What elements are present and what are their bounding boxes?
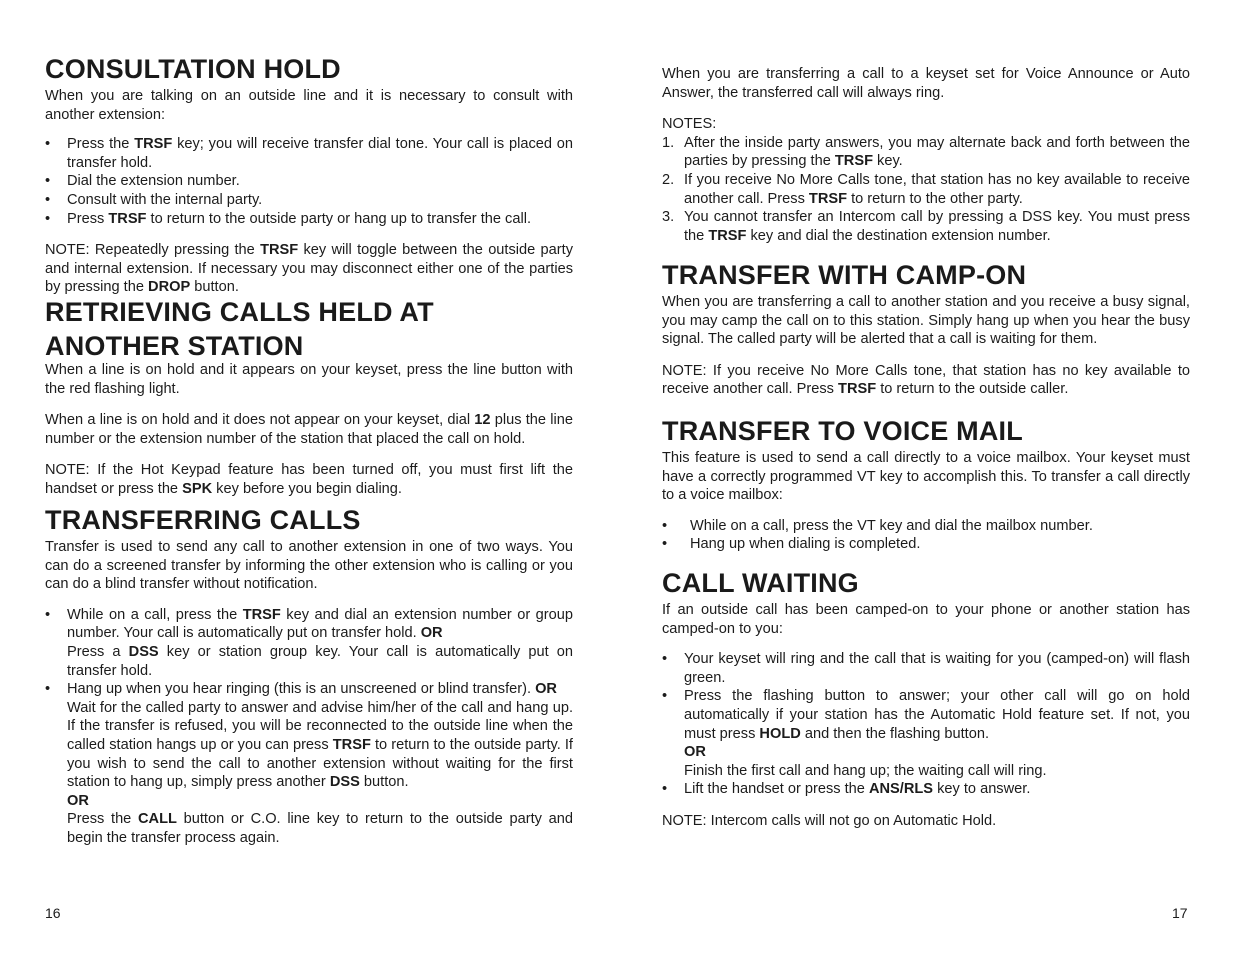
list-item: 1. After the inside party answers, you may alternate back and forth between the parties by pressing the TRSF key.	[662, 134, 1190, 170]
list-item: • Press the TRSF key; you will receive transfer dial tone. Your call is placed on transfer hold.	[45, 136, 573, 171]
list-item: • While on a call, press the VT key and dial the mailbox number.	[662, 517, 1093, 534]
list-item: • Dial the extension number.	[45, 173, 240, 190]
transfer-voice-mail-section	[662, 414, 1190, 554]
list-item: • Lift the handset or press the ANS/RLS key to answer.	[662, 781, 1031, 798]
section-heading: TRANSFER WITH CAMP-ON	[662, 260, 1027, 290]
bullet-list	[662, 650, 1190, 799]
paragraph: When you are transferring a call to a keyset set for Voice Announce or Auto Answer, the transferred call will always ring.	[662, 66, 1190, 101]
section-heading: CONSULTATION HOLD	[45, 54, 341, 84]
paragraph: When you are transferring a call to another station and you receive a busy signal, you may camp the call on to this station. Simply hang up when you hear the busy signal. The called party will be alerted that a call is waiting for them.	[662, 294, 1190, 348]
list-item: • Hang up when you hear ringing (this is an unscreened or blind transfer). OR Wait for the called party to answer and advise him/her of the call and hang up. If the transfer is refused, you will be reconnected to the outside line when the called station hangs up or you can press TRSF to return to the outside party. If you wish to send the call to another extension without waiting for the first station to hang up, simply press another DSS button. OR Press the CALL button or C.O. line key to return to the outside party and begin the transfer process again.	[45, 681, 573, 846]
numbered-list	[662, 134, 1190, 246]
bullet-list	[45, 606, 573, 848]
list-item: 2. If you receive No More Calls tone, that station has no key available to receive another call. Press TRSF to return to the other party.	[662, 171, 1190, 207]
paragraph: If an outside call has been camped-on to your phone or another station has camped-on to you:	[662, 602, 1190, 637]
bullet-list	[662, 517, 1190, 554]
transfer-notes-section	[662, 65, 1190, 245]
section-heading-line2: ANOTHER STATION	[45, 331, 304, 361]
transferring-calls-section	[45, 503, 573, 848]
list-item: • Your keyset will ring and the call that is waiting for you (camped-on) will flash green.	[662, 651, 1190, 686]
paragraph: When a line is on hold and it does not appear on your keyset, dial 12 plus the line number or the extension number of the station that placed the call on hold.	[45, 412, 573, 447]
consultation-hold-section	[45, 52, 573, 297]
list-item: • Press TRSF to return to the outside party or hang up to transfer the call.	[45, 210, 531, 227]
note: NOTE: Repeatedly pressing the TRSF key will toggle between the outside party and internal extension. If necessary you may disconnect either one of the parties by pressing the DROP button.	[45, 242, 573, 296]
page-number-right: 17	[1172, 905, 1188, 921]
notes-label: NOTES:	[662, 116, 717, 133]
section-heading: CALL WAITING	[662, 568, 859, 598]
bullet-list	[45, 135, 573, 228]
note: NOTE: If you receive No More Calls tone, that station has no key available to receive another call. Press TRSF to return to the outside caller.	[662, 362, 1190, 398]
transfer-camp-on-section	[662, 258, 1190, 399]
list-item: • Press the flashing button to answer; your other call will go on hold automatically if your station has the Automatic Hold feature set. If not, you must press HOLD and then the flashing button. OR Finish the first call and hang up; the waiting call will ring.	[662, 688, 1190, 779]
paragraph: When a line is on hold and it appears on your keyset, press the line button with the red flashing light.	[45, 362, 573, 397]
list-item: 3. You cannot transfer an Intercom call by pressing a DSS key. You must press the TRSF key and dial the destination extension number.	[662, 209, 1190, 244]
page-number-left: 16	[45, 905, 61, 921]
paragraph: When you are talking on an outside line and it is necessary to consult with another extension:	[45, 88, 573, 123]
note: NOTE: Intercom calls will not go on Automatic Hold.	[662, 812, 997, 829]
retrieving-calls-section	[45, 295, 573, 499]
list-item: • Hang up when dialing is completed.	[662, 536, 921, 553]
call-waiting-section	[662, 566, 1190, 831]
note: NOTE: If the Hot Keypad feature has been turned off, you must first lift the handset or press the SPK key before you begin dialing.	[45, 462, 573, 497]
list-item: • Consult with the internal party.	[45, 191, 263, 208]
list-item: • While on a call, press the TRSF key and dial an extension number or group number. Your call is automatically put on transfer hold. OR Press a DSS key or station group key. Your call is automatically put on transfer hold.	[45, 606, 573, 679]
paragraph: Transfer is used to send any call to another extension in one of two ways. You can do a screened transfer by informing the other extension who is calling or you can do a blind transfer without notification.	[45, 539, 573, 593]
section-heading-line1: RETRIEVING CALLS HELD AT	[45, 297, 434, 327]
paragraph: This feature is used to send a call directly to a voice mailbox. Your keyset must have a correctly programmed VT key to accomplish this. To transfer a call directly to a voice mailbox:	[662, 450, 1190, 504]
section-heading: TRANSFERRING CALLS	[45, 505, 361, 535]
section-heading: TRANSFER TO VOICE MAIL	[662, 416, 1023, 446]
